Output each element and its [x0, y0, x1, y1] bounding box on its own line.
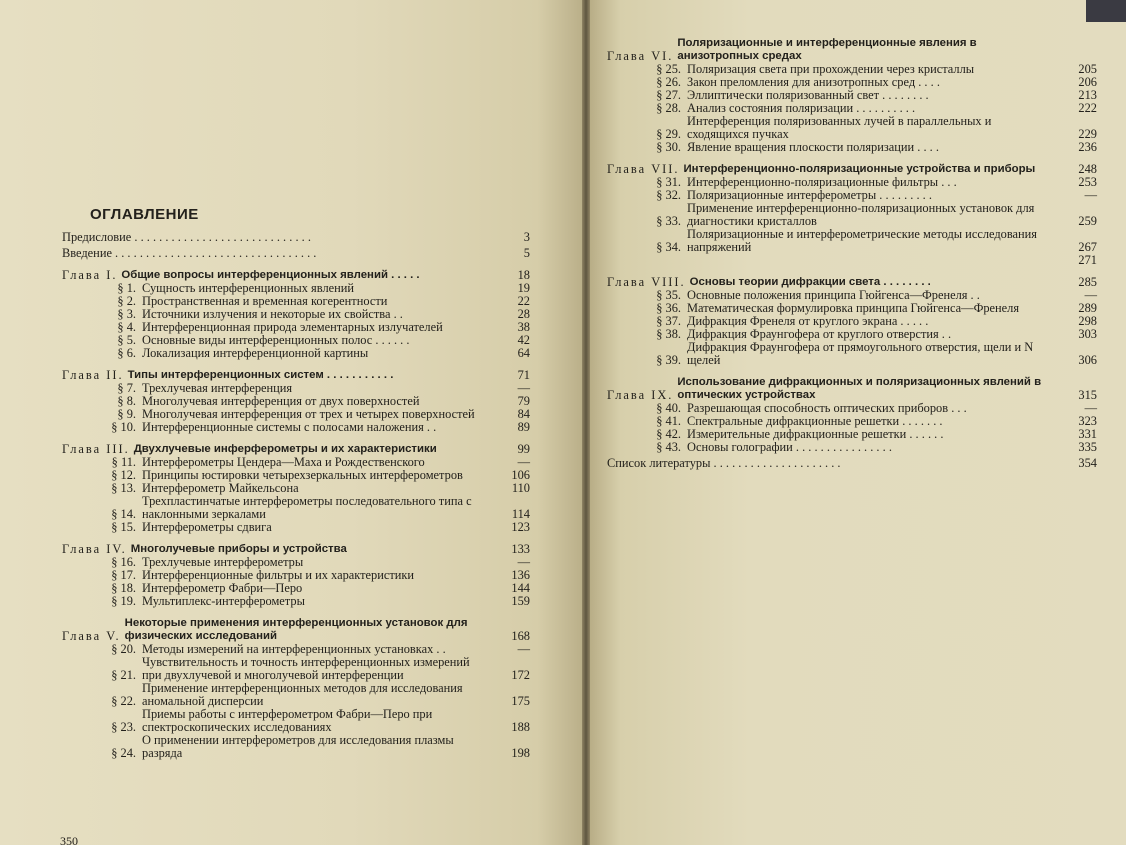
page-ref: 323: [1078, 414, 1097, 428]
page-ref: 19: [517, 281, 530, 295]
page-number: 350: [60, 834, 78, 845]
page-ref: —: [517, 455, 530, 469]
page-ref: 303: [1078, 327, 1097, 341]
page-ref: 285: [1078, 275, 1097, 289]
section-number: § 7.: [117, 381, 136, 395]
section-number: § 31.: [656, 175, 681, 189]
toc-section: [62, 495, 530, 521]
toc-section: [607, 141, 1097, 154]
chapter-title: Общие вопросы интерференционных явлений . . . . .: [121, 269, 420, 281]
section-number: § 6.: [117, 346, 136, 360]
section-number: § 24.: [111, 746, 136, 760]
page-ref: 106: [511, 468, 530, 482]
section-title: Трехпластинчатые интерферометры последовательного типа с наклонными зеркалами: [142, 494, 472, 521]
section-number: § 18.: [111, 581, 136, 595]
toc-section: [607, 441, 1097, 454]
page-ref: 3: [523, 230, 530, 244]
toc-entry: [62, 231, 530, 244]
toc-entry: [62, 247, 530, 260]
page-ref: 159: [511, 594, 530, 608]
section-number: § 13.: [111, 481, 136, 495]
section-title: Интерферометры Цендера—Маха и Рождественского: [142, 455, 425, 469]
section-title: Основы голографии . . . . . . . . . . . . . . . .: [687, 440, 892, 454]
page-ref: 354: [1078, 456, 1097, 470]
section-title: Эллиптически поляризованный свет . . . . . . . .: [687, 88, 929, 102]
page-ref: 110: [511, 481, 530, 495]
toc-section: [607, 228, 1097, 254]
page-ref: 198: [511, 746, 530, 760]
section-title: Интерферометр Майкельсона: [142, 481, 299, 495]
chapter-title: Некоторые применения интерференционных установок для физических исследований: [124, 617, 468, 642]
section-number: § 28.: [656, 101, 681, 115]
chapter-label: Глава I.: [62, 268, 118, 282]
section-number: § 10.: [111, 420, 136, 434]
section-number: § 8.: [117, 394, 136, 408]
section-title: Дифракция Френеля от круглого экрана . . . . .: [687, 314, 929, 328]
page-ref: —: [1084, 401, 1097, 415]
section-number: § 15.: [111, 520, 136, 534]
entry-title: Введение . . . . . . . . . . . . . . . . . . . . . . . . . . . . . . . . .: [62, 246, 317, 260]
page-ref: 222: [1078, 101, 1097, 115]
page-ref: 84: [517, 407, 530, 421]
section-title: Явление вращения плоскости поляризации . . . .: [687, 140, 939, 154]
page-ref: 229: [1078, 127, 1097, 141]
section-title: Применение интерференционных методов для исследования аномальной дисперсии: [142, 681, 463, 708]
background-corner: [1086, 0, 1126, 22]
section-number: § 19.: [111, 594, 136, 608]
toc-section: [607, 202, 1097, 228]
page-ref: 248: [1078, 162, 1097, 176]
chapter-title: Интерференционно-поляризационные устройства и приборы: [683, 163, 1036, 175]
section-title: Принципы юстировки четырехзеркальных интерферометров: [142, 468, 463, 482]
page-ref: —: [517, 381, 530, 395]
section-number: § 37.: [656, 314, 681, 328]
toc-section: [62, 682, 530, 708]
chapter-label: Глава III.: [62, 442, 130, 456]
section-title: Поляризационные и интерферометрические методы исследования напряжений: [687, 227, 1037, 254]
section-title: Интерференция поляризованных лучей в параллельных и сходящихся пучках: [687, 114, 992, 141]
toc-section: [62, 595, 530, 608]
section-number: § 2.: [117, 294, 136, 308]
section-title: Основные виды интерференционных полос . . . . . .: [142, 333, 410, 347]
page-ref: 123: [511, 520, 530, 534]
section-title: Измерительные дифракционные решетки . . . . . .: [687, 427, 944, 441]
section-number: § 35.: [656, 288, 681, 302]
page-ref: 335: [1078, 440, 1097, 454]
toc-section: [62, 708, 530, 734]
page-ref: —: [1084, 188, 1097, 202]
section-title: Сущность интерференционных явлений: [142, 281, 355, 295]
chapter-title: Использование дифракционных и поляризационных явлений в оптических устройствах: [677, 376, 1042, 401]
chapter-title: Поляризационные и интерференционные явления в анизотропных средах: [677, 37, 977, 62]
section-title: Интерферометр Фабри—Перо: [142, 581, 303, 595]
section-title: Чувствительность и точность интерференционных измерений при двухлучевой и многолучевой интерференции: [142, 655, 470, 682]
toc-chapter: [607, 37, 1097, 63]
section-title: Интерферометры сдвига: [142, 520, 272, 534]
chapter-title: Двухлучевые инферферометры и их характеристики: [133, 443, 437, 455]
section-number: § 29.: [656, 127, 681, 141]
section-number: § 9.: [117, 407, 136, 421]
chapter-label: Глава VI.: [607, 49, 674, 63]
chapter-title: Основы теории дифракции света . . . . . . . .: [689, 276, 931, 288]
page-ref: —: [517, 642, 530, 656]
page-ref: 144: [511, 581, 530, 595]
section-number: § 30.: [656, 140, 681, 154]
page-ref: 259: [1078, 214, 1097, 228]
page-ref: 79: [517, 394, 530, 408]
section-number: § 4.: [117, 320, 136, 334]
section-title: Пространственная и временная когерентности: [142, 294, 388, 308]
section-number: § 22.: [111, 694, 136, 708]
chapter-label: Глава IX.: [607, 388, 674, 402]
toc-entry: [607, 457, 1097, 470]
section-title: Многолучевая интерференция от двух поверхностей: [142, 394, 420, 408]
toc-section: [62, 521, 530, 534]
section-title: Поляризация света при прохождении через кристаллы: [687, 62, 975, 76]
section-number: § 27.: [656, 88, 681, 102]
section-number: § 39.: [656, 353, 681, 367]
page-ref: 289: [1078, 301, 1097, 315]
section-title: Интерференционные системы с полосами наложения . .: [142, 420, 437, 434]
page-ref: —: [1084, 288, 1097, 302]
section-number: § 38.: [656, 327, 681, 341]
page-ref: 331: [1078, 427, 1097, 441]
page-ref: —: [517, 555, 530, 569]
chapter-label: Глава V.: [62, 629, 121, 643]
section-number: § 21.: [111, 668, 136, 682]
section-title: О применении интерферометров для исследования плазмы разряда: [142, 733, 454, 760]
page-ref: 188: [511, 720, 530, 734]
section-number: § 34.: [656, 240, 681, 254]
section-title: Дифракция Фраунгофера от прямоугольного отверстия, щели и N щелей: [687, 340, 1034, 367]
toc-chapter: [607, 376, 1097, 402]
toc-list-right: [607, 28, 1097, 470]
section-title: Трехлучевая интерференция: [142, 381, 293, 395]
entry-title: Список литературы . . . . . . . . . . . . . . . . . . . . .: [607, 456, 841, 470]
toc-heading: ОГЛАВЛЕНИЕ: [90, 206, 199, 223]
section-title: Интерференционно-поляризационные фильтры . . .: [687, 175, 957, 189]
chapter-title: Многолучевые приборы и устройства: [130, 543, 347, 555]
toc-section: [62, 656, 530, 682]
page-ref: 42: [517, 333, 530, 347]
toc-section: [62, 347, 530, 360]
section-number: § 40.: [656, 401, 681, 415]
chapter-title: Типы интерференционных систем . . . . . . . . . . .: [127, 369, 394, 381]
section-title: Многолучевая интерференция от трех и четырех поверхностей: [142, 407, 475, 421]
toc-section: [607, 341, 1097, 367]
page-ref: 205: [1078, 62, 1097, 76]
section-number: § 43.: [656, 440, 681, 454]
toc-section: [62, 421, 530, 434]
section-title: Спектральные дифракционные решетки . . . . . . .: [687, 414, 943, 428]
page-ref: 22: [517, 294, 530, 308]
page-ref: 206: [1078, 75, 1097, 89]
section-title: Разрешающая способность оптических приборов . . .: [687, 401, 967, 415]
page-ref: 28: [517, 307, 530, 321]
section-title: Математическая формулировка принципа Гюйгенса—Френеля: [687, 301, 1020, 315]
page-ref: 175: [511, 694, 530, 708]
page-ref: 64: [517, 346, 530, 360]
section-title: Основные положения принципа Гюйгенса—Френеля . .: [687, 288, 980, 302]
page-ref: 298: [1078, 314, 1097, 328]
page-ref: 38: [517, 320, 530, 334]
section-title: Трехлучевые интерферометры: [142, 555, 304, 569]
section-title: Интерференционная природа элементарных излучателей: [142, 320, 443, 334]
chapter-label: Глава II.: [62, 368, 124, 382]
entry-title: Предисловие . . . . . . . . . . . . . . . . . . . . . . . . . . . . .: [62, 230, 311, 244]
page-ref: 5: [523, 246, 530, 260]
page-ref: 306: [1078, 353, 1097, 367]
page-ref: 71: [517, 368, 530, 382]
section-title: Источники излучения и некоторые их свойства . .: [142, 307, 403, 321]
chapter-label: Глава IV.: [62, 542, 127, 556]
page-ref: 315: [1078, 388, 1097, 402]
section-number: § 36.: [656, 301, 681, 315]
section-number: § 5.: [117, 333, 136, 347]
section-number: § 23.: [111, 720, 136, 734]
section-number: § 33.: [656, 214, 681, 228]
toc-chapter: [62, 617, 530, 643]
section-number: § 14.: [111, 507, 136, 521]
book-spine: [582, 0, 590, 845]
section-number: § 16.: [111, 555, 136, 569]
chapter-label: Глава VII.: [607, 162, 680, 176]
page-ref: 271: [1078, 253, 1097, 267]
page-ref: 213: [1078, 88, 1097, 102]
section-number: § 3.: [117, 307, 136, 321]
section-title: Анализ состояния поляризации . . . . . . . . . .: [687, 101, 916, 115]
section-number: § 25.: [656, 62, 681, 76]
section-title: Мультиплекс-интерферометры: [142, 594, 305, 608]
page-ref: 172: [511, 668, 530, 682]
section-title: Методы измерений на интерференционных установках . .: [142, 642, 446, 656]
section-title: Локализация интерференционной картины: [142, 346, 369, 360]
page-ref: 267: [1078, 240, 1097, 254]
section-title: Дифракция Фраунгофера от круглого отверстия . .: [687, 327, 952, 341]
section-number: § 20.: [111, 642, 136, 656]
toc-section: [62, 734, 530, 760]
page-ref: 89: [517, 420, 530, 434]
section-title: Применение интерференционно-поляризационных установок для диагностики кристаллов: [687, 201, 1035, 228]
section-number: § 41.: [656, 414, 681, 428]
section-title: Закон преломления для анизотропных сред . . . .: [687, 75, 940, 89]
page-ref: 236: [1078, 140, 1097, 154]
section-number: § 1.: [117, 281, 136, 295]
page-ref: 114: [511, 507, 530, 521]
toc-list-left: [62, 228, 530, 760]
page-ref: 136: [511, 568, 530, 582]
page-ref: 253: [1078, 175, 1097, 189]
toc-page-only: [607, 254, 1097, 267]
section-number: § 26.: [656, 75, 681, 89]
page-ref: 99: [517, 442, 530, 456]
chapter-label: Глава VIII.: [607, 275, 686, 289]
section-title: Поляризационные интерферометры . . . . . . . . .: [687, 188, 932, 202]
section-number: § 12.: [111, 468, 136, 482]
section-number: § 11.: [111, 455, 136, 469]
page-ref: 133: [511, 542, 530, 556]
section-number: § 17.: [111, 568, 136, 582]
section-number: § 42.: [656, 427, 681, 441]
page-ref: 18: [517, 268, 530, 282]
section-title: Интерференционные фильтры и их характеристики: [142, 568, 415, 582]
toc-section: [607, 115, 1097, 141]
section-title: Приемы работы с интерферометром Фабри—Перо при спектроскопических исследованиях: [142, 707, 433, 734]
page-ref: 168: [511, 629, 530, 643]
section-number: § 32.: [656, 188, 681, 202]
